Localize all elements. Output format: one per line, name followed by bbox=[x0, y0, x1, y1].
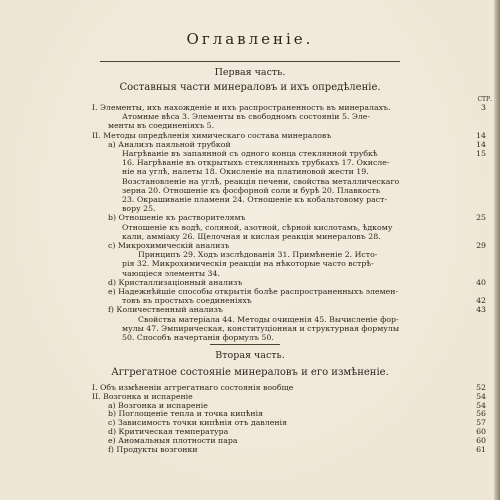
title-rule bbox=[100, 61, 400, 62]
toc-entry-page: 3 bbox=[481, 103, 486, 112]
toc-entry-text: мулы 47. Эмпирическая, конституціонная и структурная формулы bbox=[122, 323, 400, 333]
toc-entry-page: 43 bbox=[476, 305, 486, 315]
toc-entry-text: вору 25. bbox=[122, 204, 156, 214]
toc-entry-page: 56 bbox=[476, 409, 486, 419]
toc-entry-text: Атомные вѣса 3. Элементы въ свободномъ состояніи 5. Эле- bbox=[122, 112, 371, 122]
toc-entry-text: Возстановленіе на углѣ, реакція печени, свойства металлическаго bbox=[122, 176, 400, 186]
toc-entry-text: a) Анализъ паяльной трубкой bbox=[108, 139, 231, 149]
toc-entry-text: 16. Нагрѣваніе въ открытыхъ стеклянныхъ трубкахъ 17. Окисле- bbox=[122, 158, 390, 168]
toc-entry-text: Свойства матеріала 44. Методы очищенія 45. Вычисленіе фор- bbox=[138, 314, 399, 324]
toc-entry-page: 61 bbox=[476, 444, 486, 454]
part2-subtitle: Аггрегатное состояніе минераловъ и его измѣненіе. bbox=[111, 367, 389, 378]
toc-entry-page: 14 bbox=[476, 130, 486, 140]
page-column-header: СТР. bbox=[477, 96, 492, 103]
toc-entry-text: e) Надежнѣйшіе способы открытія болѣе распространенныхъ элемен- bbox=[108, 287, 399, 296]
toc-entry-text: b) Отношеніе къ растворителямъ bbox=[108, 213, 246, 223]
toc-entry-page: 42 bbox=[476, 296, 486, 306]
toc-entry-text: I. Элементы, ихъ нахожденіе и ихъ распространенность въ минералахъ. bbox=[92, 103, 391, 112]
toc-entry-page: 54 bbox=[476, 400, 486, 410]
toc-entry-text: c) Зависимость точки кипѣнія отъ давленія bbox=[108, 418, 287, 428]
toc-entry-text: менты въ соединеніяхъ 5. bbox=[108, 121, 215, 131]
toc-entry-text: e) Аномальныя плотности пара bbox=[108, 435, 238, 445]
toc-entry-text: товъ въ простыхъ соединеніяхъ bbox=[122, 296, 252, 306]
toc-entry-text: 50. Способъ начертанія формулъ 50. bbox=[122, 333, 274, 342]
section-rule bbox=[210, 344, 280, 345]
toc-entry-text: кали, аммiаку 26. Щелочная и кислая реакція минераловъ 28. bbox=[122, 231, 381, 241]
toc-entry-page: 40 bbox=[476, 277, 486, 287]
toc-entry-page: 52 bbox=[476, 383, 486, 392]
toc-entry-text: Отношеніе къ водѣ, соляной, азотной, сѣрной кислотамъ, ѣдкому bbox=[122, 222, 393, 232]
toc-entry-page: 25 bbox=[476, 213, 486, 223]
toc-entry-text: I. Объ измѣненіи аггрегатнаго состоянія вообще bbox=[92, 383, 294, 392]
toc-entry-text: зерна 20. Отношеніе къ фосфорной соли и бурѣ 20. Плавкость bbox=[122, 185, 381, 195]
toc-entry-text: чающіеся элементы 34. bbox=[122, 268, 220, 278]
toc-entry-page: 60 bbox=[476, 435, 486, 445]
part1-title: Первая часть. bbox=[214, 67, 286, 78]
part2-title: Вторая часть. bbox=[215, 350, 285, 361]
part1-subtitle: Составныя части минераловъ и ихъ опредѣленіе. bbox=[119, 82, 381, 93]
toc-entry-page: 54 bbox=[476, 391, 486, 401]
toc-entry-text: b) Поглощеніе тепла и точка кипѣнія bbox=[108, 409, 264, 419]
toc-entry-text: c) Микрохимическій анализъ bbox=[108, 241, 230, 250]
toc-entry-text: d) Кристаллизаціонный анализъ bbox=[108, 277, 243, 287]
toc-entry-text: f) Количественный анализъ bbox=[108, 305, 223, 315]
toc-entry-text: ніе на углѣ, налеты 18. Окисленіе на платиновой жести 19. bbox=[122, 167, 369, 177]
toc-entry-page: 15 bbox=[476, 149, 486, 158]
toc-entry-page: 29 bbox=[476, 241, 486, 250]
toc-entry-text: 23. Окрашиваніе пламени 24. Отношеніе къ кобальтовому раст- bbox=[122, 195, 388, 204]
toc-entry-text: a) Возгонка и испареніе bbox=[108, 400, 208, 410]
toc-entry-text: рія 32. Микрохимическія реакціи на нѣкоторые часто встрѣ- bbox=[122, 259, 374, 269]
toc-entry-text: II. Методы опредѣленія химическаго состава минераловъ bbox=[92, 130, 332, 140]
page-edge-shadow bbox=[494, 0, 500, 500]
toc-entry-page: 57 bbox=[476, 418, 486, 428]
toc-entry-text: Принципъ 29. Ходъ изслѣдованія 31. Примѣненіе 2. Исто- bbox=[138, 250, 378, 260]
toc-entry-page: 60 bbox=[476, 427, 486, 436]
toc-entry-text: II. Возгонка и испареніе bbox=[92, 391, 193, 401]
toc-entry-text: d) Критическая температура bbox=[108, 427, 229, 436]
toc-entry-text: f) Продукты возгонки bbox=[108, 444, 198, 454]
page-title: Оглавленіе. bbox=[186, 30, 314, 48]
toc-entry-text: Нагрѣваніе въ запаянной съ одного конца стеклянной трубкѣ bbox=[122, 149, 378, 158]
toc-entry-page: 14 bbox=[476, 139, 486, 149]
